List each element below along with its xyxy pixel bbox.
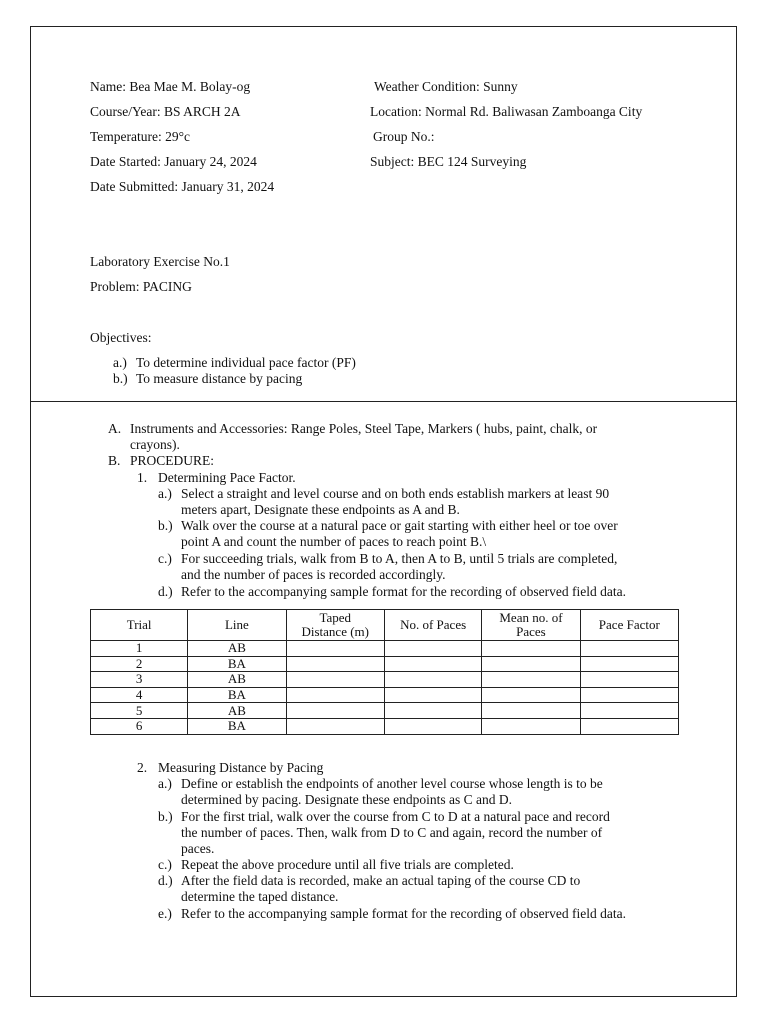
step-line: For succeeding trials, walk from B to A, then A to B, until 5 trials are completed, [181,551,618,566]
step-line: Refer to the accompanying sample format for the recording of observed field data. [181,584,626,599]
cell-trial: 3 [91,672,188,688]
cell-pace-factor [580,718,678,734]
procedure-heading: PROCEDURE: [130,453,215,468]
cell-line: AB [188,641,286,657]
step-line: Repeat the above procedure until all five trials are completed. [181,857,514,872]
column-header-mean-paces: Mean no. of Paces [482,610,580,641]
column-header-trial: Trial [91,610,188,641]
table-row [91,641,679,657]
cell-line: BA [188,656,286,672]
step-line: the number of paces. Then, walk from D to C and again, record the number of [181,825,603,840]
objective-marker: b.) [113,371,128,386]
location: Location: Normal Rd. Baliwasan Zamboanga City [370,104,643,119]
student-name: Name: Bea Mae M. Bolay-og [90,79,251,94]
table-row [91,687,679,703]
step-line: Define or establish the endpoints of another level course whose length is to be [181,776,603,791]
step-marker: a.) [158,486,172,501]
cell-mean-paces [482,641,580,657]
step-line: Refer to the accompanying sample format for the recording of observed field data. [181,906,626,921]
cell-mean-paces [482,718,580,734]
subject: Subject: BEC 124 Surveying [370,154,527,169]
table-row [91,656,679,672]
part-2-marker: 2. [137,760,148,775]
section-a-marker: A. [108,421,122,436]
cell-line: AB [188,672,286,688]
step-line: determine the taped distance. [181,889,339,904]
cell-line: BA [188,718,286,734]
part-2-title: Measuring Distance by Pacing [158,760,324,775]
column-header-line: Line [188,610,286,641]
step-line: Walk over the course at a natural pace or gait starting with either heel or toe over [181,518,618,533]
cell-no-of-paces [384,641,481,657]
cell-mean-paces [482,656,580,672]
cell-taped-distance [286,656,384,672]
step-marker: c.) [158,551,172,566]
cell-trial: 4 [91,687,188,703]
cell-trial: 5 [91,703,188,719]
instruments-line-1: Instruments and Accessories: Range Poles, Steel Tape, Markers ( hubs, paint, chalk, or [130,421,598,436]
objective-item: To determine individual pace factor (PF) [136,355,356,370]
weather-condition: Weather Condition: Sunny [374,79,518,94]
group-number: Group No.: [373,129,435,144]
exercise-title: Laboratory Exercise No.1 [90,254,230,269]
step-line: paces. [181,841,215,856]
step-marker: d.) [158,873,173,888]
cell-mean-paces [482,672,580,688]
cell-pace-factor [580,672,678,688]
problem-statement: Problem: PACING [90,279,192,294]
cell-pace-factor [580,656,678,672]
cell-trial: 6 [91,718,188,734]
cell-mean-paces [482,687,580,703]
course-year: Course/Year: BS ARCH 2A [90,104,241,119]
part-1-marker: 1. [137,470,148,485]
cell-taped-distance [286,641,384,657]
date-started: Date Started: January 24, 2024 [90,154,257,169]
objective-item: To measure distance by pacing [136,371,303,386]
cell-no-of-paces [384,703,481,719]
step-line: meters apart, Designate these endpoints as A and B. [181,502,460,517]
cell-taped-distance [286,703,384,719]
step-line: After the field data is recorded, make an actual taping of the course CD to [181,873,581,888]
column-header-pace-factor: Pace Factor [580,610,678,641]
step-line: and the number of paces is recorded accordingly. [181,567,446,582]
cell-no-of-paces [384,687,481,703]
step-marker: c.) [158,857,172,872]
column-header-no-of-paces: No. of Paces [384,610,481,641]
cell-pace-factor [580,703,678,719]
table-row [91,718,679,734]
step-line: determined by pacing. Designate these endpoints as C and D. [181,792,513,807]
cell-trial: 2 [91,656,188,672]
step-marker: d.) [158,584,173,599]
cell-no-of-paces [384,718,481,734]
step-marker: b.) [158,518,173,533]
column-header-taped-distance: Taped Distance (m) [286,610,384,641]
pace-factor-table [90,609,679,735]
cell-pace-factor [580,687,678,703]
step-marker: a.) [158,776,172,791]
part-1-title: Determining Pace Factor. [158,470,296,485]
cell-taped-distance [286,687,384,703]
step-line: For the first trial, walk over the course from C to D at a natural pace and record [181,809,610,824]
cell-mean-paces [482,703,580,719]
cell-no-of-paces [384,672,481,688]
step-marker: e.) [158,906,172,921]
section-divider [30,401,737,402]
cell-line: AB [188,703,286,719]
cell-taped-distance [286,672,384,688]
instruments-line-2: crayons). [130,437,180,452]
objectives-heading: Objectives: [90,330,152,345]
cell-trial: 1 [91,641,188,657]
table-row [91,703,679,719]
cell-pace-factor [580,641,678,657]
temperature: Temperature: 29°c [90,129,191,144]
step-line: Select a straight and level course and on both ends establish markers at least 90 [181,486,610,501]
cell-no-of-paces [384,656,481,672]
date-submitted: Date Submitted: January 31, 2024 [90,179,275,194]
table-row [91,672,679,688]
cell-line: BA [188,687,286,703]
step-line: point A and count the number of paces to reach point B.\ [181,534,487,549]
objective-marker: a.) [113,355,127,370]
section-b-marker: B. [108,453,121,468]
step-marker: b.) [158,809,173,824]
cell-taped-distance [286,718,384,734]
table-header-row [91,610,679,641]
